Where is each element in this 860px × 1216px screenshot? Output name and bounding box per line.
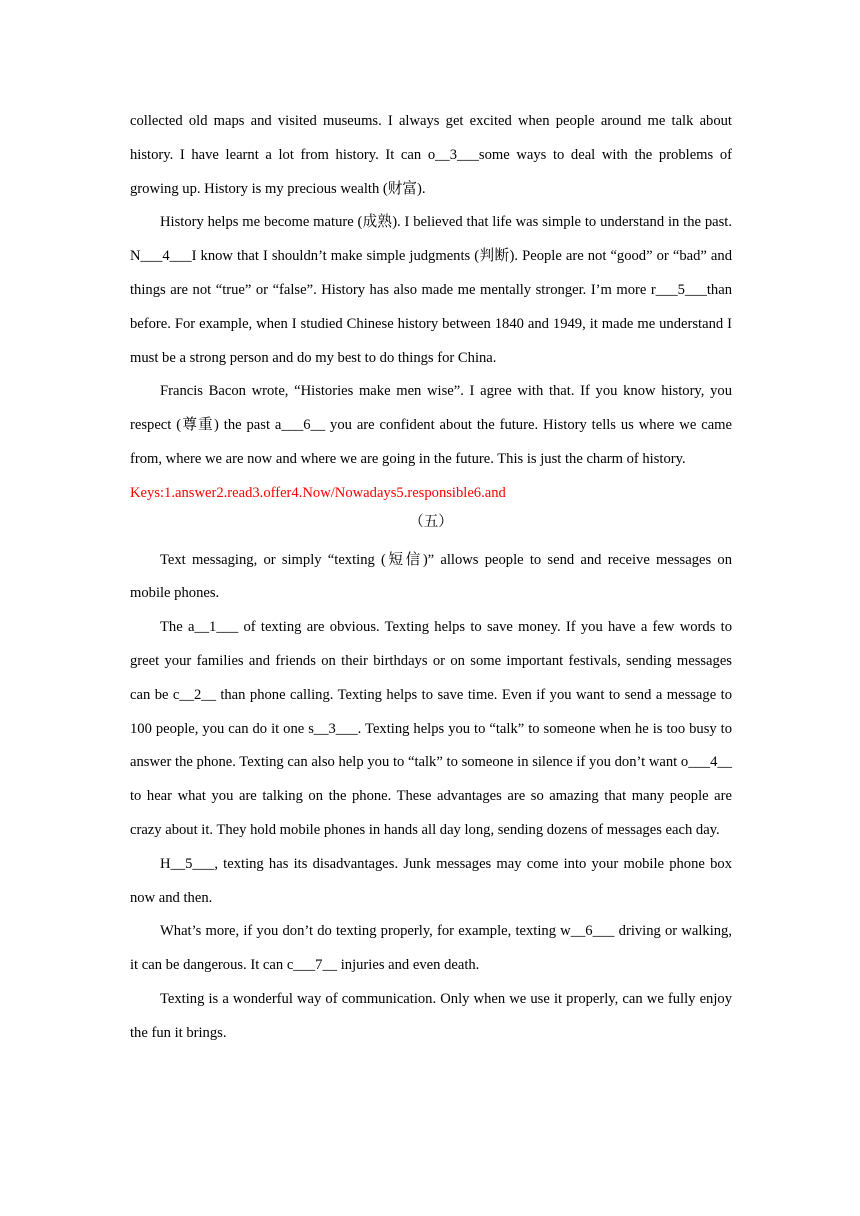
passage-four-paragraph-1: collected old maps and visited museums. I always get excited when people around me talk about history. I have learnt a lot from history. It can o__3___some ways to deal with the problems of growing up. History is my precious wealth (财富). [130,113,732,197]
passage-five [130,511,732,1051]
passage-five-paragraph-2: The a__1___ of texting are obvious. Texting helps to save money. If you have a few words to greet your families and friends on their birthdays or on some important festivals, sending messages can be c__2__ than phone calling. Texting helps to save time. Even if you want to send a message to 100 people, you can do it one s__3___. Texting helps you to “talk” to someone when he is too busy to answer the phone. Texting can also help you to “talk” to someone in silence if you don’t want o___4__ to hear what you are talking on the phone. These advantages are so amazing that many people are crazy about it. They hold mobile phones in hands all day long, sending dozens of messages each day. [130,619,732,838]
passage-four-paragraph-2: History helps me become mature (成熟). I believed that life was simple to understand in the past. N___4___I know that I shouldn’t make simple judgments (判断). People are not “good” or “bad” and things are not “true” or “false”. History has also made me mentally stronger. I’m more r___5___than before. For example, when I studied Chinese history between 1840 and 1949, it made me understand I must be a strong person and do my best to do things for China. [130,214,732,366]
document-page [130,105,732,1051]
passage-five-paragraph-3: H__5___, texting has its disadvantages. Junk messages may come into your mobile phone box now and then. [130,855,732,906]
passage-five-paragraph-4: What’s more, if you don’t do texting properly, for example, texting w__6___ driving or walking, it can be dangerous. It can c___7__ injuries and even death. [130,923,732,974]
passage-four-paragraph-3: Francis Bacon wrote, “Histories make men wise”. I agree with that. If you know history, you respect (尊重) the past a___6__ you are confident about the future. History tells us where we came from, where we are now and where we are going in the future. This is just the charm of history. [130,383,732,467]
title-spacer [130,534,732,544]
answer-keys: Keys:1.answer2.read3.offer4.Now/Nowadays5.responsible6.and [130,484,506,501]
passage-five-paragraph-5: Texting is a wonderful way of communication. Only when we use it properly, can we fully enjoy the fun it brings. [130,990,732,1041]
passage-five-paragraph-1: Text messaging, or simply “texting (短信)” allows people to send and receive messages on mobile phones. [130,551,732,602]
passage-four [130,105,732,511]
section-title: （五） [409,513,453,530]
